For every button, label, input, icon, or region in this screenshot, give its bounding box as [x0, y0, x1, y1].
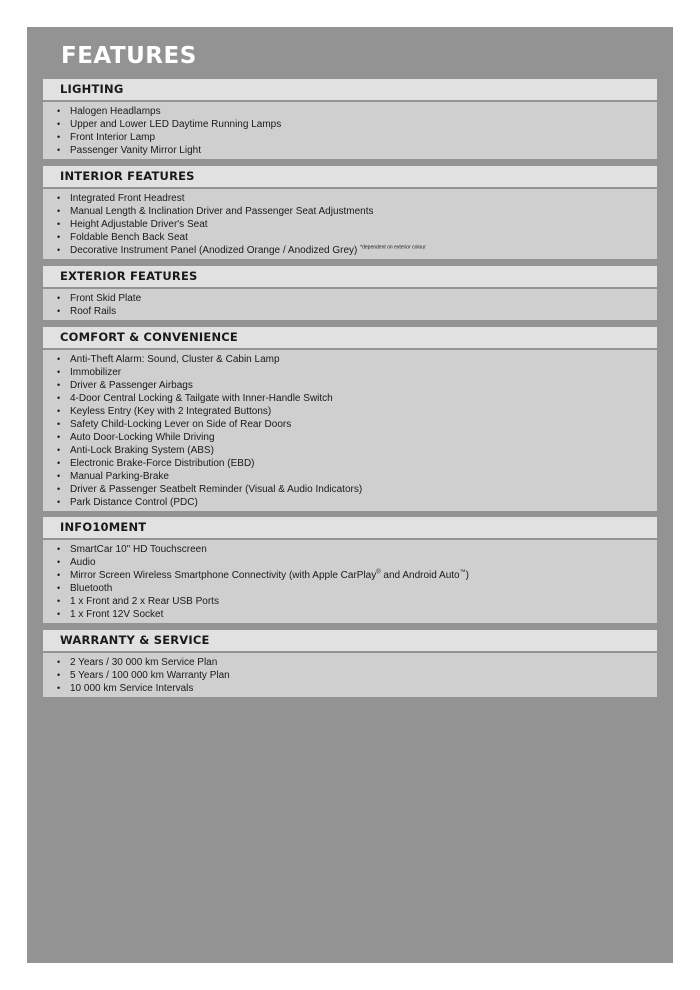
list-item: • Safety Child-Locking Lever on Side of Rear Doors [57, 419, 292, 430]
list-item: • Auto Door-Locking While Driving [57, 432, 215, 443]
list-item: • Driver & Passenger Seatbelt Reminder (Visual & Audio Indicators) [57, 484, 363, 495]
list-item: • Park Distance Control (PDC) [57, 497, 198, 508]
section-body [43, 540, 657, 623]
section-heading: WARRANTY & SERVICE [43, 630, 657, 651]
list-item: • Manual Parking-Brake [57, 471, 169, 482]
list-item: • Keyless Entry (Key with 2 Integrated Buttons) [57, 406, 272, 417]
list-item: • Integrated Front Headrest [57, 193, 185, 204]
section-body [43, 350, 657, 511]
section-heading: LIGHTING [43, 79, 657, 100]
list-item: • 1 x Front and 2 x Rear USB Ports [57, 596, 219, 607]
list-item: • Electronic Brake-Force Distribution (EBD) [57, 458, 255, 469]
section-heading: INTERIOR FEATURES [43, 166, 657, 187]
page-title: FEATURES [61, 43, 197, 69]
section-body [43, 653, 657, 697]
section-body [43, 189, 657, 259]
list-item: • Front Skid Plate [57, 293, 142, 304]
list-item: • Roof Rails [57, 306, 117, 317]
footnote-note: *dependent on exterior colour [360, 244, 426, 251]
list-item: • Decorative Instrument Panel (Anodized Orange / Anodized Grey) $^{*dependent on exterior colour}$ [57, 244, 426, 256]
section-interior-features [43, 166, 657, 259]
list-item: • Anti-Theft Alarm: Sound, Cluster & Cabin Lamp [57, 354, 280, 365]
list-item: • 2 Years / 30 000 km Service Plan [57, 657, 218, 668]
section-warranty-service [43, 630, 657, 697]
list-item: • 10 000 km Service Intervals [57, 683, 194, 694]
list-item: • Front Interior Lamp [57, 132, 156, 143]
section-heading: EXTERIOR FEATURES [43, 266, 657, 287]
list-item: • Height Adjustable Driver's Seat [57, 219, 208, 230]
list-item: • Driver & Passenger Airbags [57, 380, 193, 391]
list-item: • Passenger Vanity Mirror Light [57, 145, 201, 156]
list-item: • 4-Door Central Locking & Tailgate with Inner-Handle Switch [57, 393, 333, 404]
list-item: • Manual Length & Inclination Driver and Passenger Seat Adjustments [57, 206, 374, 217]
list-item: • SmartCar 10" HD Touchscreen [57, 544, 207, 555]
list-item: • Mirror Screen Wireless Smartphone Connectivity (with Apple CarPlay® and Android Auto™) [57, 569, 469, 581]
list-item: • Upper and Lower LED Daytime Running Lamps [57, 119, 282, 130]
list-item: • Immobilizer [57, 367, 122, 378]
section-body [43, 289, 657, 320]
section-heading: COMFORT & CONVENIENCE [43, 327, 657, 348]
list-item: • Audio [57, 557, 96, 568]
section-heading: INFO10MENT [43, 517, 657, 538]
list-item: • Halogen Headlamps [57, 106, 161, 117]
section-exterior-features [43, 266, 657, 320]
section-lighting [43, 79, 657, 159]
section-comfort-convenience [43, 327, 657, 511]
features-panel [27, 27, 673, 963]
list-item: • Anti-Lock Braking System (ABS) [57, 445, 214, 456]
list-item: • 5 Years / 100 000 km Warranty Plan [57, 670, 230, 681]
list-item: • 1 x Front 12V Socket [57, 609, 164, 620]
section-infotainment [43, 517, 657, 623]
section-body [43, 102, 657, 159]
list-item: • Bluetooth [57, 583, 113, 594]
list-item: • Foldable Bench Back Seat [57, 232, 188, 243]
